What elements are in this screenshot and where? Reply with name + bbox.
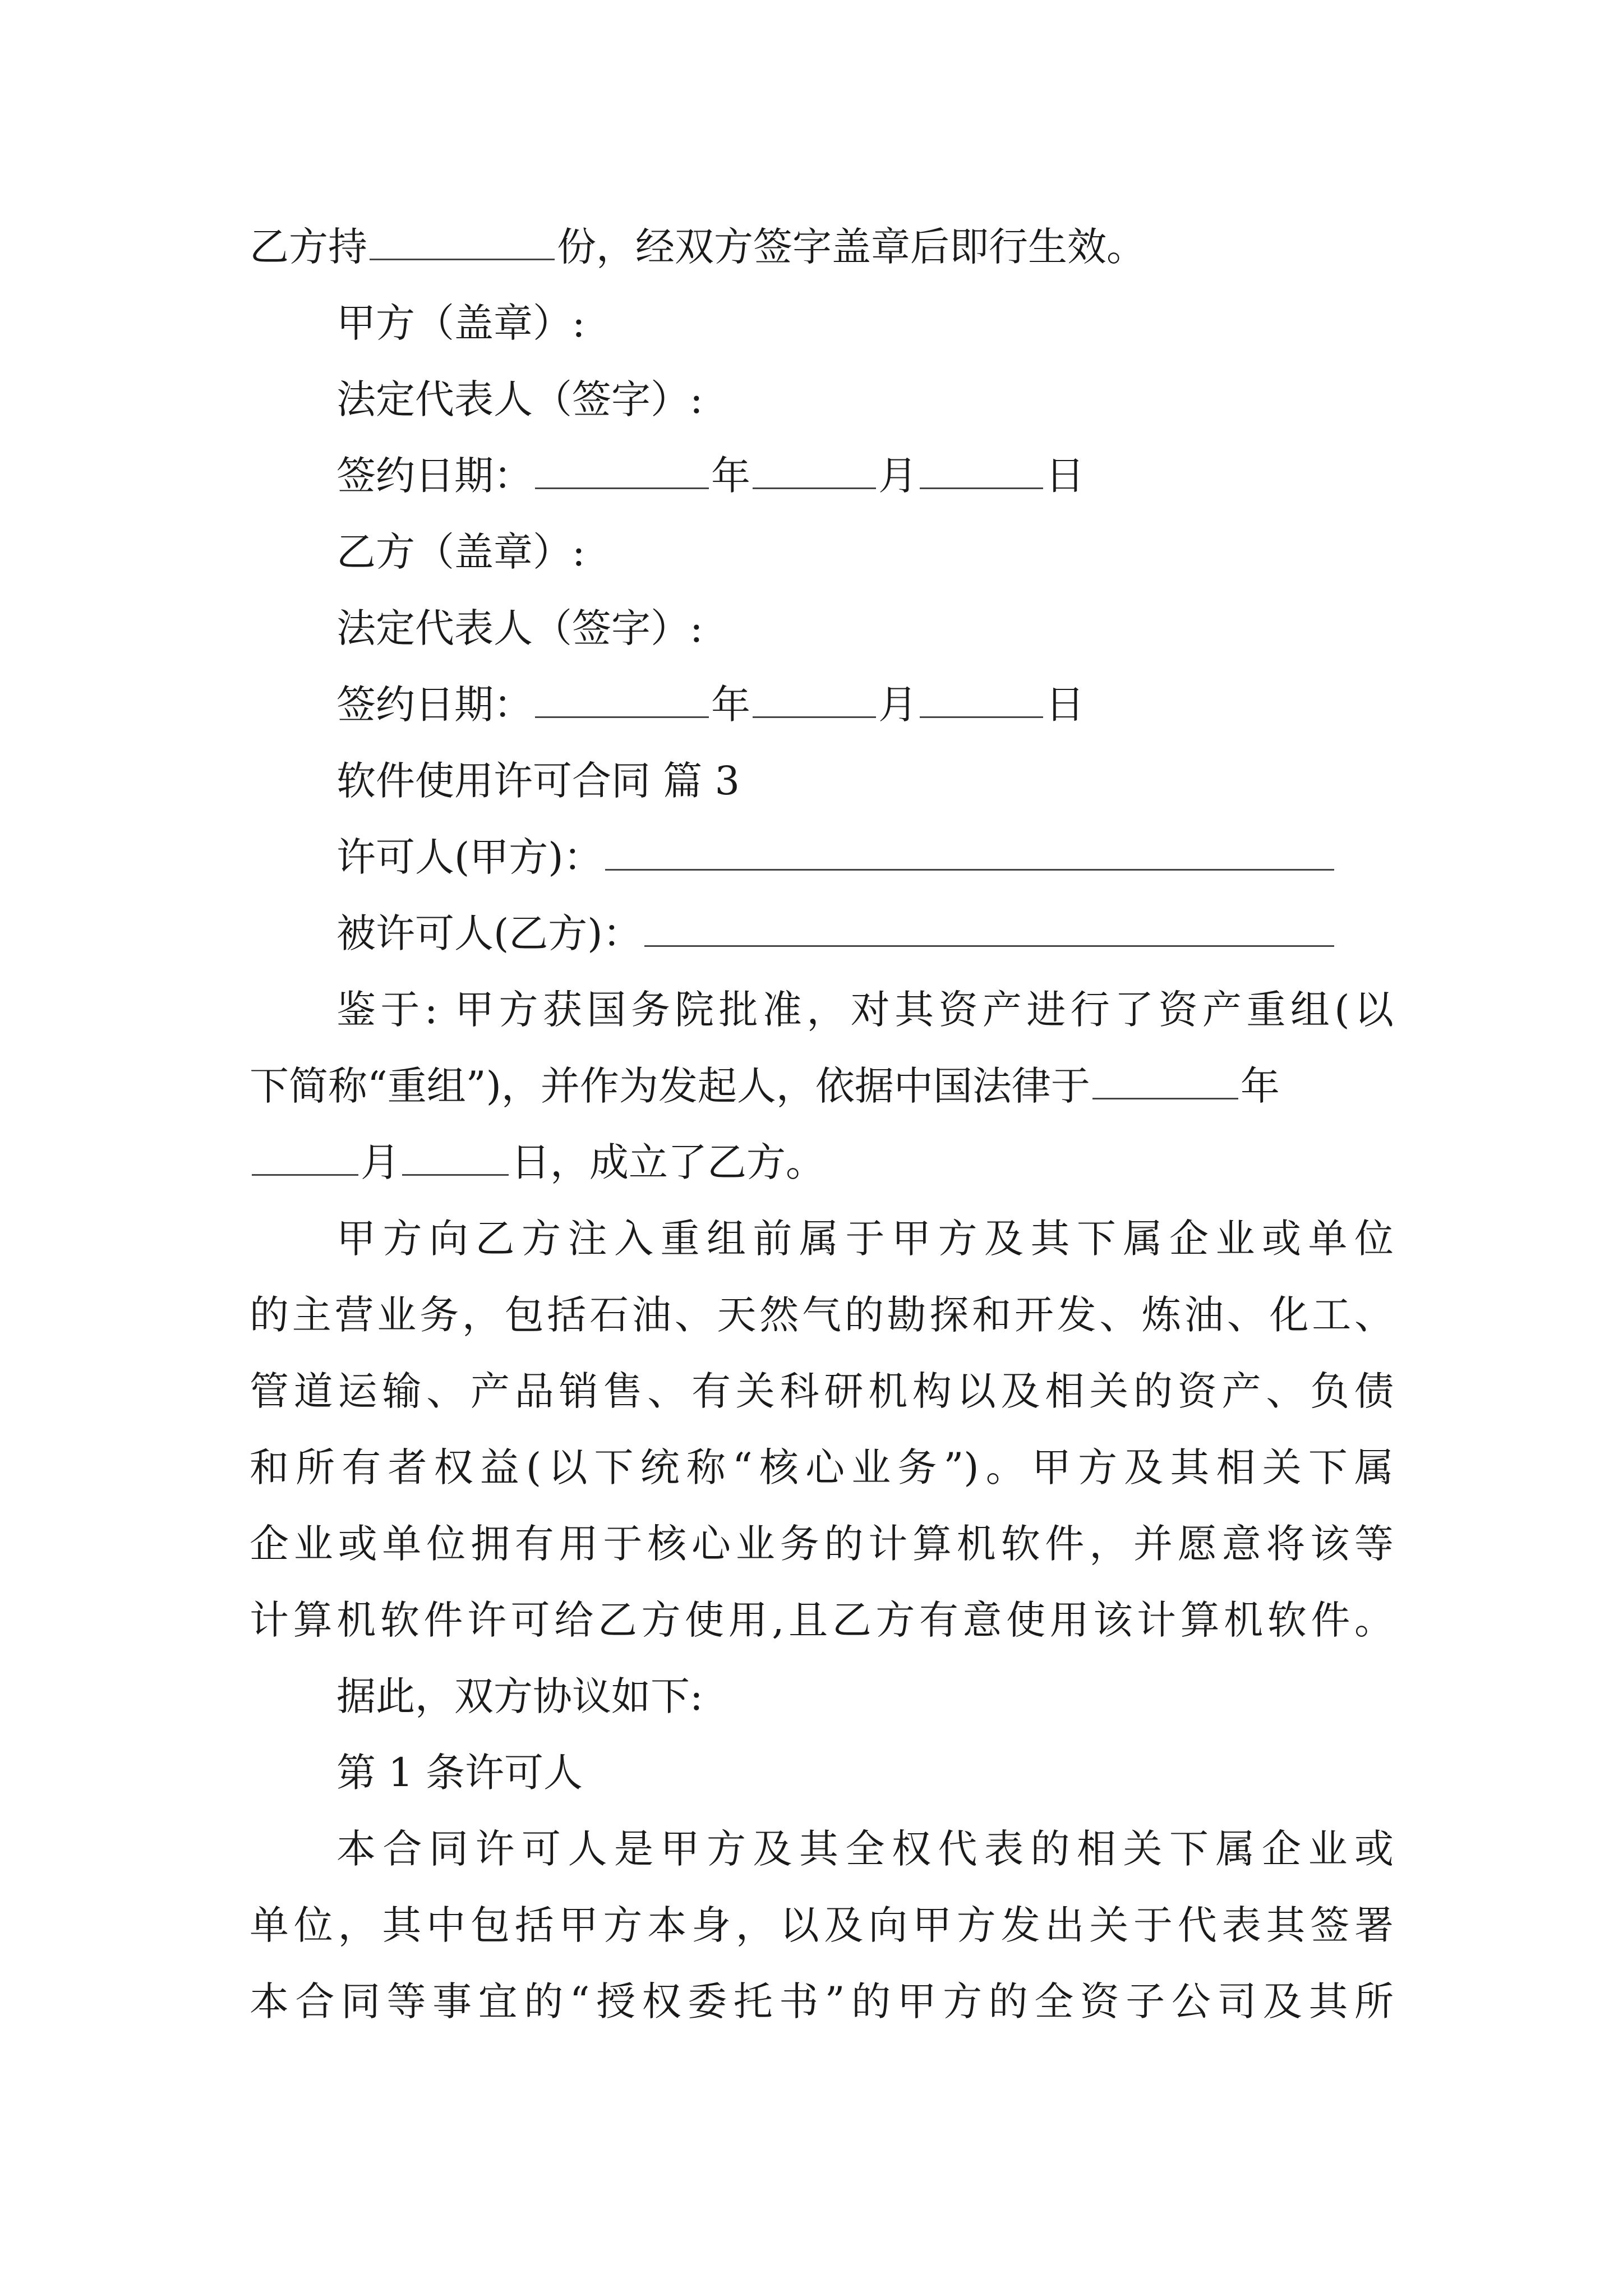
blank-year [535,680,709,718]
blank-day [920,452,1043,489]
text: 月 [361,1139,400,1185]
day-label: 日 [1045,682,1085,728]
date-label: 签约日期： [336,453,533,499]
blank-year [1092,1062,1238,1099]
licensor-line [336,819,1394,895]
paragraph-line: 管道运输、产品销售、有关科研机构以及相关的资产、负债 [250,1368,1394,1414]
day-label: 日 [1045,453,1085,499]
blank-day [402,1138,509,1176]
paragraph-line: 本合同许可人是甲方及其全权代表的相关下属企业或 [336,1826,1394,1872]
blank-month [753,680,876,718]
month-label: 月 [878,453,917,499]
licensor-label: 许可人(甲方)： [336,834,603,880]
party-a-sign-date [336,438,1394,514]
text: 下简称“重组”)，并作为发起人，依据中国法律于 [250,1063,1090,1109]
blank-copies [370,223,555,260]
paragraph-line: 计算机软件许可给乙方使用,且乙方有意使用该计算机软件。 [250,1597,1394,1643]
paragraph-line: 单位，其中包括甲方本身，以及向甲方发出关于代表其签署 [250,1902,1394,1948]
party-a-seal: 甲方（盖章）: [336,300,585,346]
month-label: 月 [878,682,917,728]
blank-day [920,680,1043,718]
party-a-representative: 法定代表人（签字）: [336,376,703,422]
party-b-sign-date [336,666,1394,743]
party-b-representative: 法定代表人（签字）: [336,605,703,651]
date-label: 签约日期： [336,682,533,728]
paragraph-line: 鉴于: 甲方获国务院批准，对其资产进行了资产重组(以 [336,987,1394,1033]
text: 年 [1240,1063,1280,1109]
blank-licensee [644,909,1334,947]
year-label: 年 [711,453,750,499]
party-b-seal: 乙方（盖章）: [336,529,585,575]
copies-line [250,209,1394,285]
year-label: 年 [711,682,750,728]
paragraph-line [250,1124,1394,1200]
paragraph-line: 本合同等事宜的“授权委托书”的甲方的全资子公司及其所 [250,1978,1394,2024]
paragraph-line: 企业或单位拥有用于核心业务的计算机软件，并愿意将该等 [250,1521,1394,1567]
paragraph-line: 的主营业务，包括石油、天然气的勘探和开发、炼油、化工、 [250,1292,1394,1338]
section-title: 软件使用许可合同 篇 3 [336,758,740,804]
article-heading: 第 1 条许可人 [336,1750,583,1796]
blank-month [753,452,876,489]
agreement-intro: 据此，双方协议如下: [336,1673,703,1719]
paragraph-line: 甲方向乙方注入重组前属于甲方及其下属企业或单位 [336,1216,1394,1262]
paragraph-line [250,1048,1394,1124]
blank-month [252,1138,358,1176]
licensee-line [336,895,1394,972]
licensee-label: 被许可人(乙方)： [336,910,642,956]
text: 乙方持 [250,224,367,270]
blank-year [535,452,709,489]
paragraph-line: 和所有者权益(以下统称“核心业务”)。甲方及其相关下属 [250,1444,1394,1490]
text: 日，成立了乙方。 [511,1139,825,1185]
blank-licensor [605,833,1334,871]
text: 份，经双方签字盖章后即行生效。 [557,224,1146,270]
